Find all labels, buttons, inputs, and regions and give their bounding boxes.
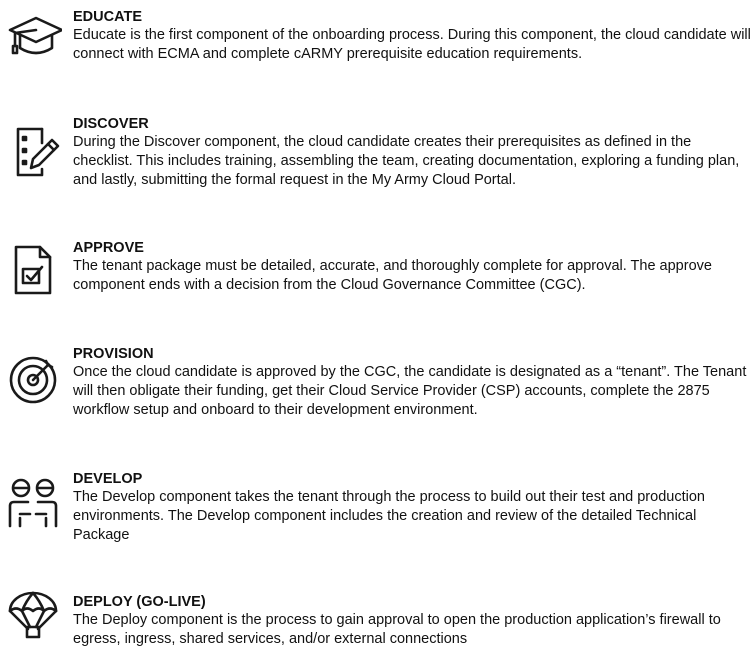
team-people-icon bbox=[6, 476, 62, 532]
step-title: DEPLOY (GO-LIVE) bbox=[73, 594, 206, 610]
step-title: DEVELOP bbox=[73, 471, 143, 487]
step-description: The tenant package must be detailed, accurate, and thoroughly complete for approval. The approve component ends with a decision from the Cloud Governance Committee (CGC). bbox=[73, 258, 712, 293]
step-description: The Deploy component is the process to gain approval to open the production application’s firewall to egress, ingress, shared services, and/or external connections bbox=[73, 612, 721, 647]
step-title: DISCOVER bbox=[73, 116, 149, 132]
step-description: Once the cloud candidate is approved by the CGC, the candidate is designated as a “tenant”. The Tenant will then obligate their funding, get their Cloud Service Provider (CSP) accounts, complete the 2875 workflow setup and onboard to their development environment. bbox=[73, 364, 747, 418]
target-icon bbox=[6, 351, 62, 407]
step-description: Educate is the first component of the onboarding process. During this component, the cloud candidate will connect with ECMA and complete cARMY prerequisite education requirements. bbox=[73, 27, 751, 62]
step-title: APPROVE bbox=[73, 240, 144, 256]
graduation-cap-icon bbox=[6, 10, 62, 66]
step-title: EDUCATE bbox=[73, 9, 143, 25]
step-description: The Develop component takes the tenant through the process to build out their test and production environments. The Develop component includes the creation and review of the detailed Technical Package bbox=[73, 489, 705, 543]
checklist-pencil-icon bbox=[6, 123, 62, 179]
parachute-icon bbox=[6, 589, 62, 645]
step-title: PROVISION bbox=[73, 346, 154, 362]
document-check-icon bbox=[6, 243, 62, 299]
step-description: During the Discover component, the cloud candidate creates their prerequisites as defined in the checklist. This includes training, assembling the team, creating documentation, exploring a funding plan, and lastly, submitting the formal request in the My Army Cloud Portal. bbox=[73, 134, 740, 188]
